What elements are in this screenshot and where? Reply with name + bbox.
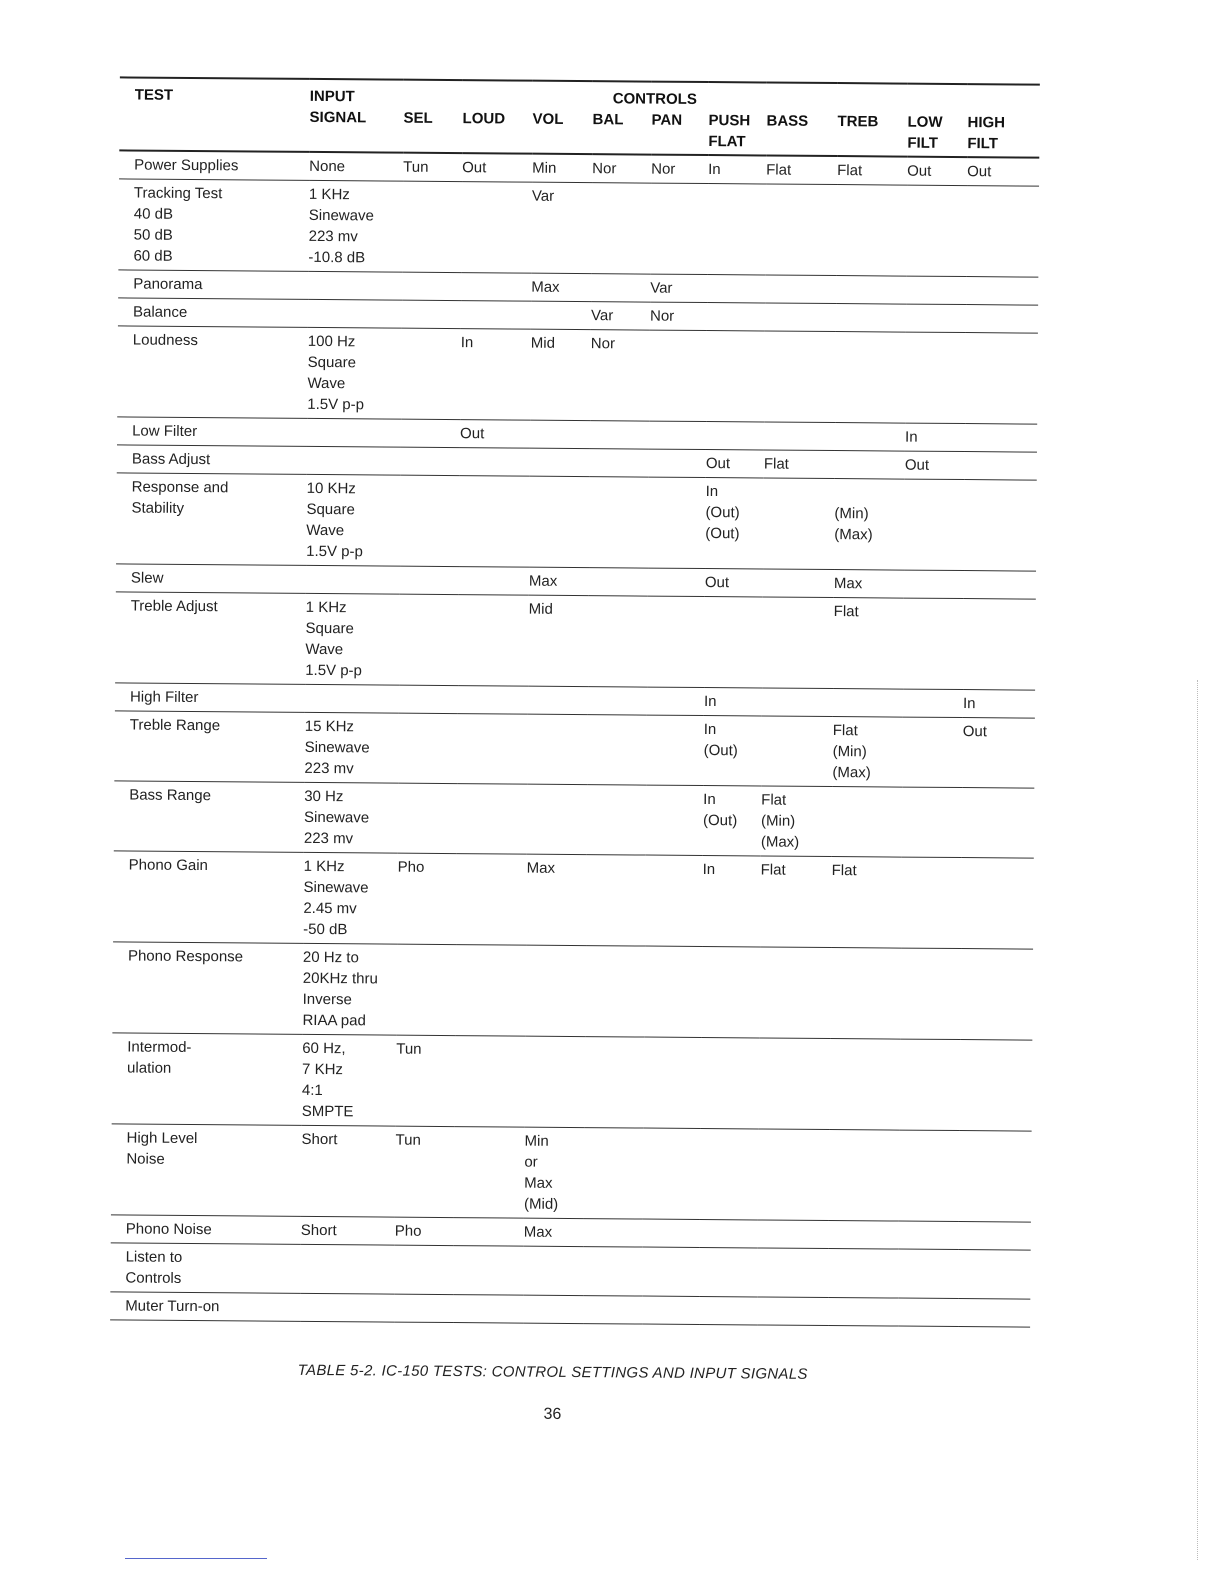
- table-body: [110, 150, 1039, 1327]
- setting-cell: [401, 419, 460, 447]
- setting-cell: [308, 271, 402, 300]
- setting-cell: [958, 1299, 1030, 1328]
- setting-cell: [453, 1295, 523, 1324]
- setting-cell: In: [962, 695, 976, 713]
- setting-cell: [455, 1036, 526, 1128]
- setting-cell: Flat (Min) (Max): [760, 791, 800, 851]
- setting-cell: [835, 423, 905, 452]
- setting-cell: [898, 1249, 958, 1298]
- setting-cell: [456, 854, 527, 946]
- setting-cell: [699, 1247, 757, 1296]
- setting-cell: [590, 449, 649, 477]
- setting-cell: [966, 305, 1038, 334]
- setting-cell: [644, 1037, 702, 1128]
- setting-cell: [761, 716, 833, 787]
- setting-cell: [958, 1250, 1030, 1300]
- table-row: [118, 179, 1039, 277]
- setting-cell: [649, 330, 707, 421]
- setting-cell: [836, 185, 907, 277]
- header-col: LOUD: [462, 110, 506, 128]
- setting-cell: In (Out): [702, 791, 738, 830]
- header-col: BAL: [592, 111, 624, 129]
- scan-mark: [125, 1558, 267, 1559]
- setting-cell: [762, 688, 833, 717]
- setting-cell: [963, 599, 1036, 691]
- table-row: [114, 781, 1035, 858]
- setting-cell: [964, 571, 1036, 600]
- setting-cell: [399, 594, 459, 685]
- test-name-cell: Low Filter: [132, 422, 198, 441]
- setting-cell: [401, 447, 460, 475]
- header-col: SEL: [403, 109, 433, 127]
- setting-cell: [704, 597, 763, 688]
- setting-cell: 20 Hz to 20KHz thru Inverse RIAA pad: [302, 948, 378, 1030]
- setting-cell: Max: [833, 575, 863, 593]
- setting-cell: Max: [528, 572, 558, 590]
- setting-cell: Max: [523, 1223, 553, 1241]
- test-name-cell: Listen to Controls: [125, 1248, 183, 1287]
- controls-label: CONTROLS: [612, 90, 697, 108]
- setting-cell: Out: [967, 163, 992, 181]
- setting-cell: 100 Hz Square Wave 1.5V p-p: [307, 332, 365, 414]
- setting-cell: [525, 1036, 586, 1127]
- setting-cell: [830, 1039, 901, 1131]
- setting-cell: [530, 448, 590, 476]
- table-row: [117, 326, 1038, 424]
- setting-cell: In: [460, 334, 474, 352]
- header-col: LOW FILT: [907, 113, 943, 152]
- setting-cell: [965, 333, 1038, 425]
- test-name-cell: Treble Adjust: [130, 597, 218, 616]
- setting-cell: [707, 184, 766, 275]
- setting-cell: Out: [907, 162, 932, 180]
- setting-cell: [402, 181, 462, 272]
- setting-cell: [830, 948, 901, 1040]
- test-name-cell: Phono Noise: [125, 1220, 212, 1239]
- setting-cell: [402, 300, 461, 328]
- setting-cell: [765, 184, 837, 276]
- setting-cell: [902, 787, 963, 857]
- setting-cell: Flat (Min) (Max): [832, 722, 871, 782]
- setting-cell: Short: [301, 1130, 338, 1149]
- setting-cell: [643, 1219, 700, 1247]
- setting-cell: [959, 1131, 1032, 1223]
- setting-cell: In: [703, 693, 717, 711]
- setting-cell: [400, 566, 459, 594]
- setting-cell: [587, 785, 647, 855]
- setting-cell: [700, 1219, 758, 1247]
- setting-cell: [300, 1244, 394, 1294]
- test-name-cell: Power Supplies: [134, 156, 239, 175]
- setting-cell: [759, 947, 831, 1039]
- setting-cell: [960, 949, 1033, 1041]
- setting-cell: Var: [531, 187, 555, 205]
- setting-cell: [527, 714, 588, 784]
- control-settings-table: [110, 76, 1040, 1327]
- setting-cell: [398, 783, 458, 853]
- setting-cell: [700, 1129, 759, 1220]
- setting-cell: [398, 713, 458, 783]
- setting-cell: [960, 1040, 1033, 1132]
- setting-cell: [642, 1296, 699, 1324]
- setting-cell: [523, 1246, 583, 1295]
- setting-cell: [457, 784, 528, 855]
- setting-cell: [530, 420, 590, 448]
- setting-cell: [458, 686, 528, 715]
- setting-cell: [591, 274, 650, 302]
- test-name-cell: Tracking Test 40 dB 50 dB 60 dB: [133, 184, 223, 265]
- setting-cell: [584, 1219, 643, 1247]
- setting-cell: [959, 1222, 1031, 1251]
- setting-cell: 15 KHz Sinewave 223 mv: [304, 717, 370, 778]
- table-row: [111, 1124, 1032, 1222]
- setting-cell: Var: [590, 307, 614, 325]
- setting-cell: [699, 1296, 757, 1324]
- setting-cell: Flat: [760, 861, 786, 879]
- setting-cell: [763, 478, 835, 570]
- setting-cell: [523, 1295, 583, 1323]
- setting-cell: Short: [300, 1221, 337, 1240]
- setting-cell: [525, 945, 586, 1036]
- setting-cell: [459, 476, 530, 568]
- header-test: TEST: [134, 86, 174, 104]
- table-row: [115, 592, 1036, 690]
- setting-cell: [757, 1297, 828, 1326]
- setting-cell: [527, 784, 588, 854]
- setting-cell: 1 KHz Square Wave 1.5V p-p: [305, 598, 363, 680]
- setting-cell: [763, 569, 834, 598]
- setting-cell: Nor: [651, 160, 676, 178]
- setting-cell: [828, 1249, 898, 1299]
- setting-cell: [829, 1221, 899, 1250]
- setting-cell: Flat: [837, 162, 863, 180]
- setting-cell: Tun: [403, 158, 429, 176]
- setting-cell: [905, 332, 966, 423]
- test-name-cell: Treble Range: [129, 716, 221, 735]
- setting-cell: [965, 424, 1037, 453]
- setting-cell: [904, 479, 965, 570]
- header-col: BASS: [766, 112, 809, 130]
- setting-cell: [588, 596, 648, 687]
- setting-cell: [648, 568, 705, 596]
- setting-cell: [701, 1038, 760, 1129]
- setting-cell: Tun: [395, 1131, 421, 1149]
- setting-cell: [642, 1247, 699, 1296]
- setting-cell: [461, 301, 531, 330]
- setting-cell: [396, 944, 456, 1035]
- setting-cell: [529, 476, 590, 567]
- setting-cell: [900, 1039, 961, 1130]
- setting-cell: [461, 273, 531, 302]
- setting-cell: [647, 687, 704, 715]
- setting-cell: [586, 855, 646, 946]
- setting-cell: [647, 596, 705, 687]
- setting-cell: [906, 304, 966, 332]
- setting-cell: [590, 421, 649, 449]
- setting-cell: [649, 421, 706, 449]
- setting-cell: Out: [704, 574, 730, 592]
- setting-cell: [961, 858, 1034, 950]
- setting-cell: [650, 183, 708, 274]
- setting-cell: Flat: [763, 455, 789, 473]
- table-row: [113, 851, 1034, 949]
- setting-cell: Nor: [592, 160, 617, 178]
- setting-cell: [758, 1220, 829, 1249]
- test-name-cell: Bass Adjust: [131, 450, 211, 469]
- setting-cell: [765, 303, 836, 332]
- table-row: [110, 1243, 1030, 1299]
- setting-cell: [528, 686, 588, 714]
- setting-cell: 1 KHz Sinewave 2.45 mv -50 dB: [303, 857, 369, 939]
- setting-cell: [400, 475, 460, 566]
- setting-cell: [583, 1247, 642, 1296]
- header-col: SIGNAL: [309, 108, 367, 127]
- header-col: PUSH FLAT: [708, 112, 751, 151]
- setting-cell: [964, 480, 1037, 572]
- setting-cell: Max: [531, 278, 560, 296]
- test-name-cell: Intermod- ulation: [127, 1038, 192, 1077]
- setting-cell: [458, 595, 529, 687]
- setting-cell: Nor: [649, 307, 675, 325]
- test-name-cell: Slew: [130, 569, 164, 587]
- table-header: [119, 77, 1040, 157]
- setting-cell: [903, 598, 964, 689]
- setting-cell: [585, 1037, 645, 1128]
- setting-cell: [585, 946, 645, 1037]
- setting-cell: Mid: [528, 600, 553, 618]
- setting-cell: [646, 715, 704, 785]
- setting-cell: [836, 304, 906, 333]
- setting-cell: [454, 1127, 525, 1219]
- setting-cell: [401, 328, 461, 419]
- setting-cell: [757, 1248, 828, 1298]
- header-col: PAN: [651, 111, 683, 129]
- test-name-cell: High Level Noise: [126, 1129, 198, 1168]
- setting-cell: Var: [650, 279, 673, 297]
- page-number: 36: [543, 1405, 562, 1423]
- setting-cell: [643, 1128, 701, 1219]
- setting-cell: [461, 182, 532, 274]
- setting-cell: [962, 788, 1035, 859]
- setting-cell: [906, 185, 967, 276]
- setting-cell: [584, 1128, 644, 1219]
- setting-cell: [906, 276, 966, 304]
- setting-cell: Min: [532, 159, 557, 177]
- setting-cell: [649, 449, 706, 477]
- setting-cell: [583, 1296, 642, 1324]
- setting-cell: Max: [526, 859, 556, 877]
- setting-cell: Tun: [396, 1040, 422, 1058]
- setting-cell: [904, 570, 964, 598]
- setting-cell: [300, 1293, 394, 1322]
- setting-cell: [765, 275, 836, 304]
- setting-cell: [459, 567, 529, 596]
- setting-cell: [829, 1130, 900, 1222]
- setting-cell: In (Out): [703, 721, 738, 760]
- setting-cell: [307, 418, 401, 447]
- header-col: TREB: [837, 113, 879, 131]
- setting-cell: In: [905, 428, 918, 446]
- setting-cell: None: [309, 157, 346, 176]
- setting-cell: [591, 183, 651, 274]
- setting-cell: [764, 422, 835, 451]
- setting-cell: [900, 948, 961, 1039]
- setting-cell: [457, 714, 528, 785]
- header-col: HIGH FILT: [967, 114, 1006, 153]
- setting-cell: [306, 565, 400, 594]
- setting-cell: [308, 299, 402, 328]
- test-name-cell: Phono Response: [127, 947, 244, 966]
- setting-cell: [833, 689, 903, 718]
- setting-cell: 60 Hz, 7 KHz 4:1 SMPTE: [301, 1039, 354, 1121]
- setting-cell: [899, 1130, 960, 1221]
- setting-cell: Out: [904, 456, 930, 474]
- table-caption: TABLE 5-2. IC-150 TESTS: CONTROL SETTINGS AND INPUT SIGNALS: [297, 1361, 808, 1383]
- header-input: INPUT: [309, 87, 355, 106]
- table-row: [114, 711, 1035, 788]
- setting-cell: In: [702, 861, 716, 879]
- setting-cell: [644, 946, 702, 1037]
- setting-cell: Mid: [530, 334, 556, 352]
- setting-cell: Flat: [831, 862, 857, 880]
- test-name-cell: High Filter: [129, 688, 199, 707]
- setting-cell: In (Out) (Out): [705, 483, 740, 543]
- setting-cell: [589, 477, 649, 568]
- table-row: [110, 1292, 1030, 1327]
- setting-cell: Out: [460, 425, 485, 443]
- setting-cell: In: [708, 161, 721, 179]
- setting-cell: [402, 272, 461, 300]
- setting-cell: [455, 945, 526, 1037]
- setting-cell: [898, 1298, 958, 1326]
- setting-cell: [759, 1038, 831, 1130]
- setting-cell: [965, 452, 1037, 481]
- setting-cell: Out: [462, 159, 487, 177]
- header-blank: [119, 105, 309, 151]
- setting-cell: [764, 331, 836, 423]
- setting-cell: [648, 477, 706, 568]
- setting-cell: [460, 448, 530, 477]
- setting-cell: [453, 1246, 523, 1296]
- setting-cell: [706, 422, 764, 450]
- setting-cell: [762, 597, 834, 689]
- table-row: [116, 473, 1037, 571]
- test-name-cell: Panorama: [133, 275, 203, 294]
- setting-cell: [707, 303, 765, 331]
- setting-cell: [903, 689, 963, 717]
- table-row: [112, 942, 1033, 1040]
- setting-cell: [706, 331, 765, 422]
- setting-cell: [966, 186, 1039, 278]
- setting-cell: [707, 275, 765, 303]
- setting-cell: Pho: [394, 1222, 422, 1240]
- setting-cell: Flat: [833, 603, 859, 621]
- table-row: [112, 1033, 1033, 1131]
- setting-cell: [645, 855, 703, 946]
- setting-cell: Out: [705, 455, 731, 473]
- setting-cell: [454, 1218, 524, 1247]
- setting-cell: [901, 857, 962, 948]
- setting-cell: (Min) (Max): [834, 484, 873, 544]
- setting-cell: [399, 685, 458, 713]
- setting-cell: [701, 947, 760, 1038]
- setting-cell: Nor: [590, 335, 616, 353]
- setting-cell: [758, 1129, 830, 1221]
- setting-cell: Min or Max (Mid): [523, 1132, 559, 1213]
- setting-cell: [646, 785, 704, 855]
- scan-edge: [1197, 680, 1199, 1560]
- setting-cell: [966, 277, 1038, 306]
- test-name-cell: Response and Stability: [131, 478, 229, 517]
- test-name-cell: Phono Gain: [128, 856, 208, 875]
- setting-cell: 10 KHz Square Wave 1.5V p-p: [306, 479, 363, 561]
- header-col: VOL: [532, 110, 564, 128]
- setting-cell: Pho: [397, 858, 425, 876]
- setting-cell: [902, 717, 963, 787]
- setting-cell: 1 KHz Sinewave 223 mv -10.8 dB: [308, 185, 374, 267]
- test-name-cell: Bass Range: [129, 786, 212, 805]
- setting-cell: [832, 787, 903, 858]
- setting-cell: [394, 1245, 453, 1294]
- setting-cell: Out: [962, 723, 988, 741]
- setting-cell: [835, 332, 906, 424]
- test-name-cell: Muter Turn-on: [125, 1297, 220, 1316]
- setting-cell: [394, 1294, 453, 1322]
- setting-cell: [588, 687, 647, 715]
- test-name-cell: Balance: [132, 303, 188, 321]
- setting-cell: [828, 1298, 898, 1327]
- setting-cell: [835, 451, 905, 480]
- test-name-cell: Loudness: [132, 331, 198, 350]
- setting-cell: [531, 301, 591, 329]
- setting-cell: [836, 276, 906, 305]
- setting-cell: [589, 568, 648, 596]
- setting-cell: [307, 446, 401, 475]
- setting-cell: [899, 1221, 959, 1249]
- setting-cell: Flat: [766, 161, 792, 179]
- setting-cell: [587, 715, 647, 785]
- setting-cell: 30 Hz Sinewave 223 mv: [303, 787, 370, 848]
- setting-cell: [305, 684, 399, 713]
